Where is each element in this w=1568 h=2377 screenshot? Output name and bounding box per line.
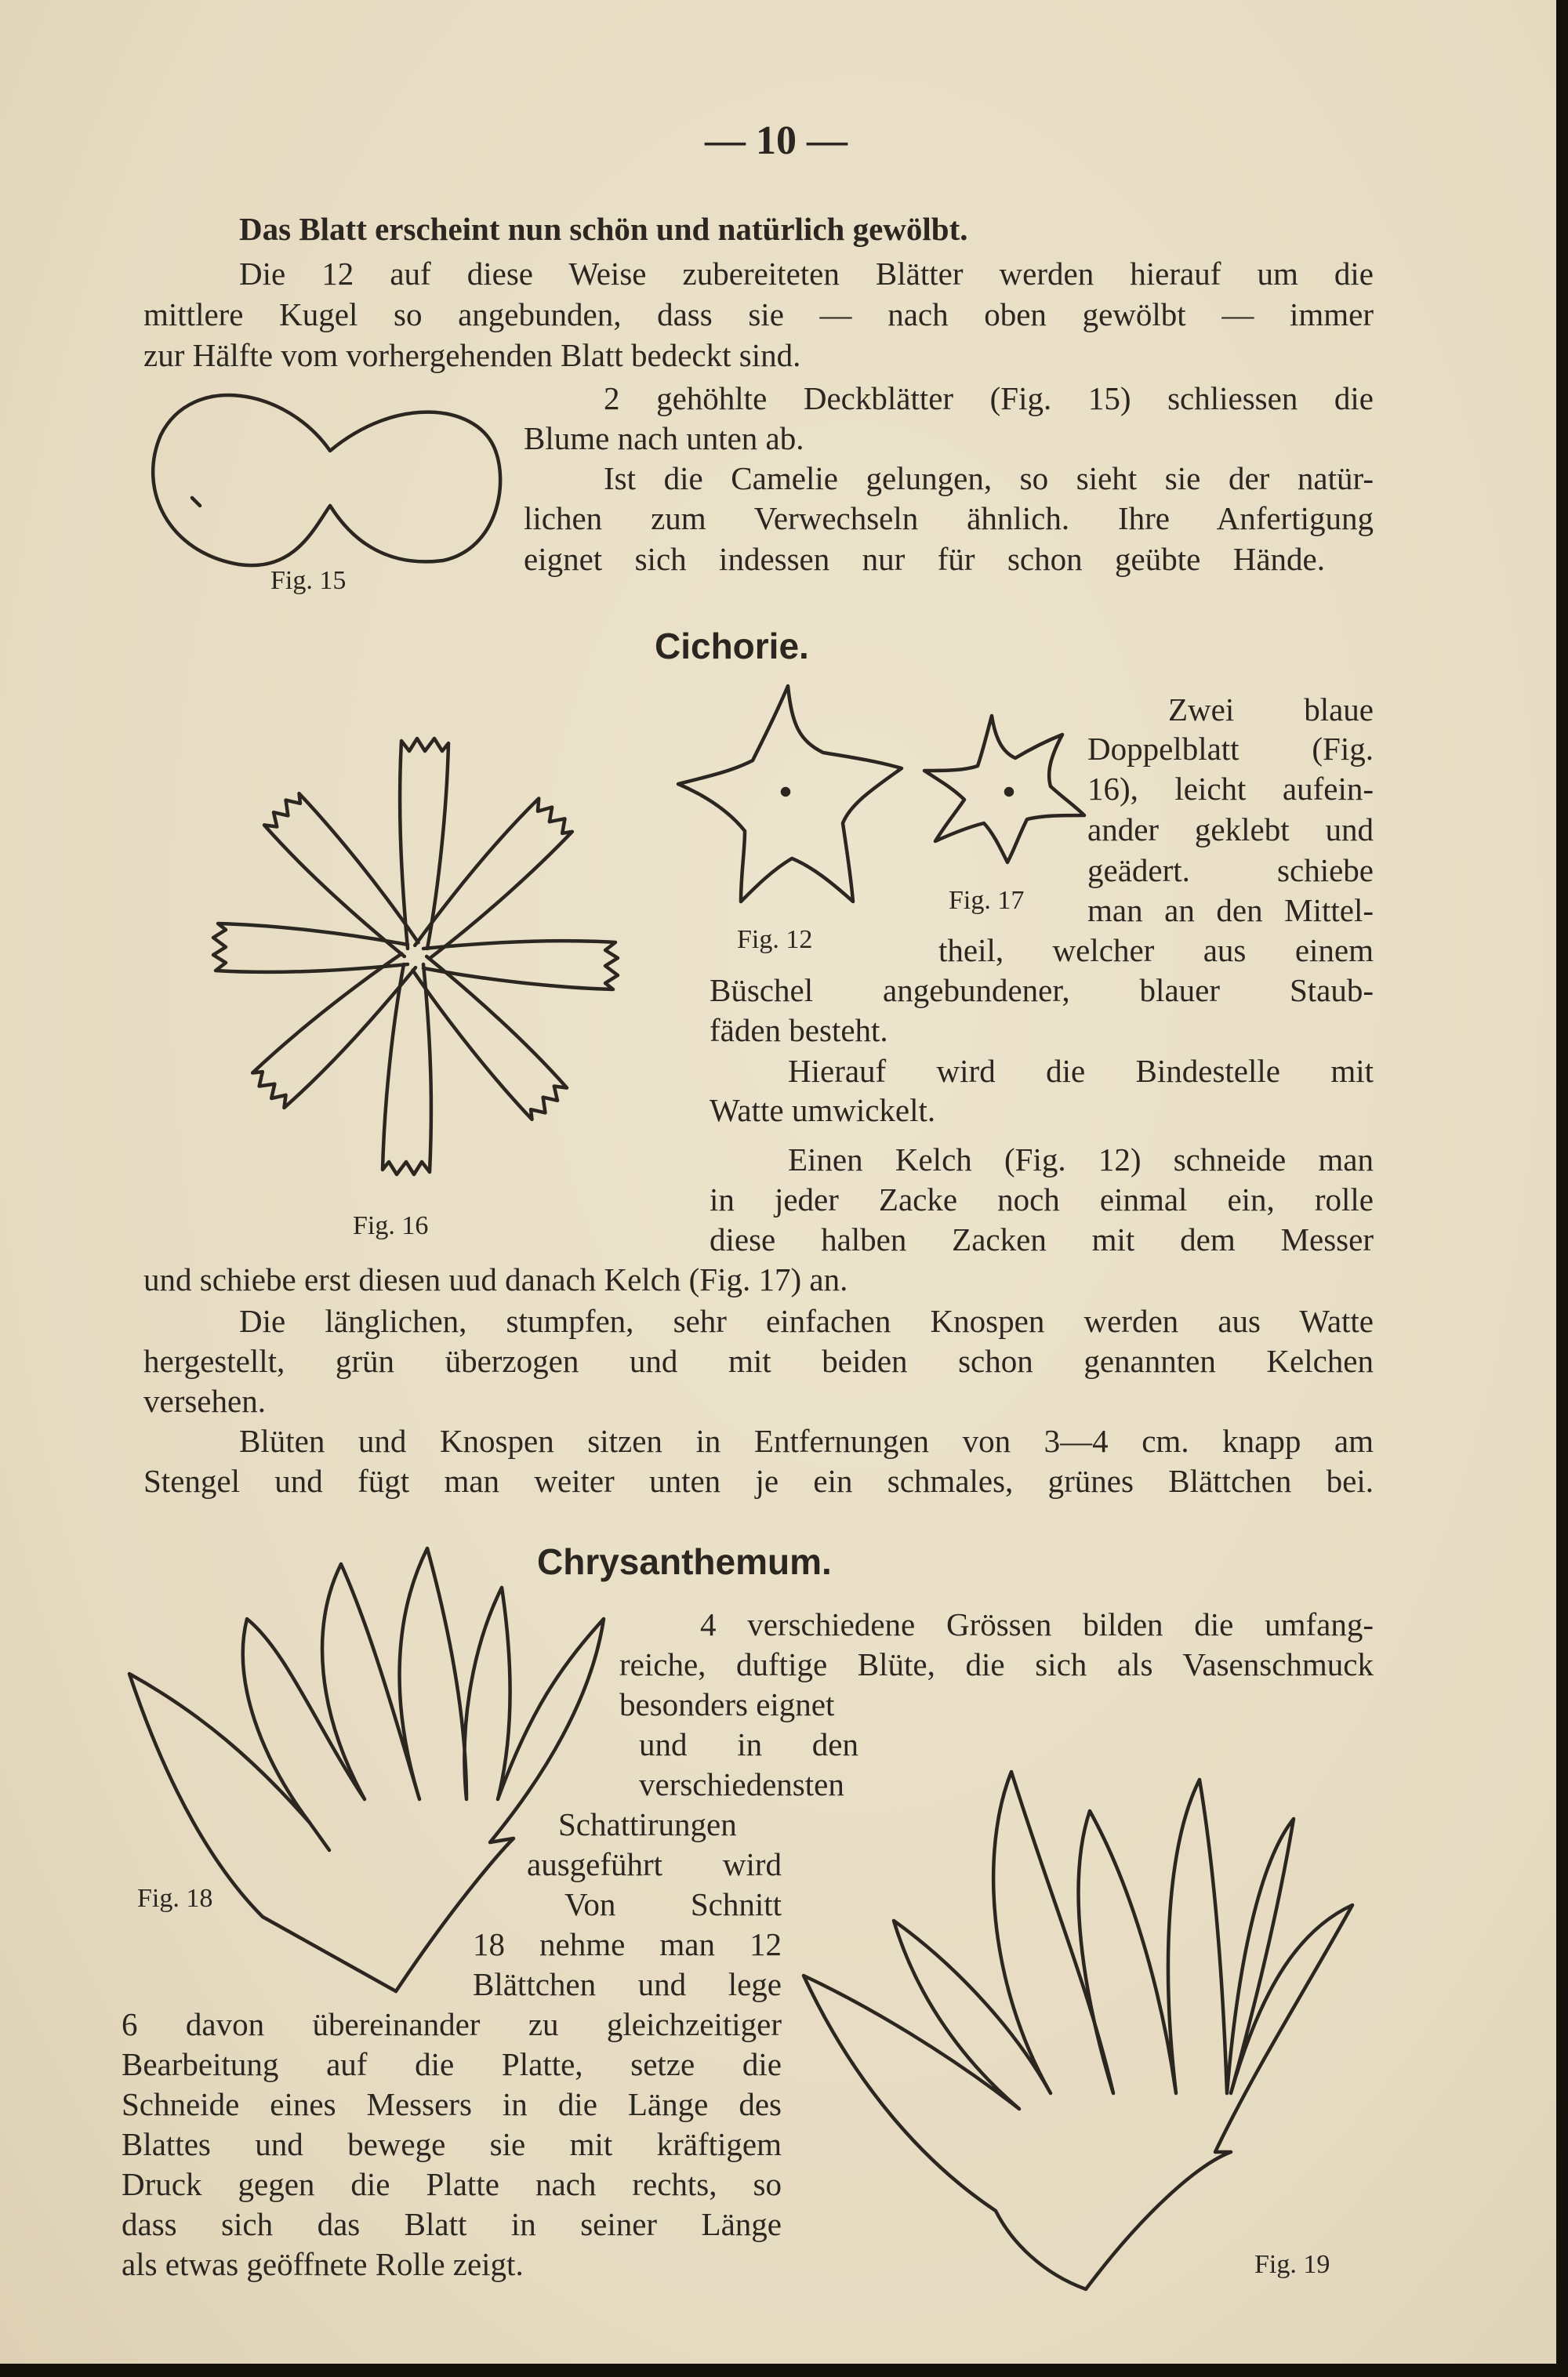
text-line: fäden besteht. [710,1012,888,1048]
fig16-drawing [227,717,666,1203]
text-line: Blume nach unten ab. [524,420,804,456]
fig12-drawing [674,678,909,913]
text-line: ausgeführt wird [527,1846,782,1882]
text-line: diese halben Zacken mit dem Messer [710,1221,1374,1257]
text-line: man an den Mittel- [1087,892,1374,928]
text-line: versehen. [143,1383,266,1419]
fig18-drawing [122,1541,623,2011]
text-line: verschiedensten [639,1766,844,1802]
page-number: — 10 — [705,118,848,163]
text-line: Einen Kelch (Fig. 12) schneide man [788,1141,1374,1178]
text-line: Blattes und bewege sie mit kräftigem [122,2126,782,2162]
text-line: Die länglichen, stumpfen, sehr einfachen Knospen werden aus Watte [239,1303,1374,1339]
text-line: eignet sich indessen nur für schon geübte Hände. [524,541,1325,577]
fig15-drawing [145,388,506,576]
text-line: Zwei blaue [1168,691,1374,728]
text-line: dass sich das Blatt in seiner Länge [122,2206,782,2242]
fig18-caption: Fig. 18 [137,1884,213,1913]
text-line: Das Blatt erscheint nun schön und natürlich gewölbt. [239,211,968,247]
text-line: Hierauf wird die Bindestelle mit [788,1053,1374,1089]
text-line: ander geklebt und [1087,811,1374,847]
text-line: mittlere Kugel so angebunden, dass sie — nach oben gewölbt — immer [143,296,1374,332]
text-line: Die 12 auf diese Weise zubereiteten Blätter werden hierauf um die [239,256,1374,292]
text-line: Ist die Camelie gelungen, so sieht sie der natür- [604,460,1374,496]
text-line: besonders eignet [619,1686,835,1722]
text-line: lichen zum Verwechseln ähnlich. Ihre Anfertigung [524,500,1374,536]
text-line: Blüten und Knospen sitzen in Entfernungen von 3—4 cm. knapp am [239,1423,1374,1459]
text-line: zur Hälfte vom vorhergehenden Blatt bedeckt sind. [143,337,801,373]
text-line: 18 nehme man 12 [473,1926,782,1962]
fig17-caption: Fig. 17 [949,886,1025,915]
section-title-cichorie: Cichorie. [655,626,809,666]
fig17-drawing [921,709,1090,866]
text-line: als etwas geöffnete Rolle zeigt. [122,2246,524,2282]
text-line: 16), leicht aufein- [1087,771,1374,807]
text-line: Watte umwickelt. [710,1092,936,1128]
text-line: 2 gehöhlte Deckblätter (Fig. 15) schliessen die [604,380,1374,416]
text-line: theil, welcher aus einem [938,932,1374,968]
text-line: Stengel und fügt man weiter unten je ein schmales, grünes Blättchen bei. [143,1463,1374,1499]
text-line: Schattirungen [558,1806,737,1842]
fig19-drawing [792,1725,1364,2297]
text-line: Bearbeitung auf die Platte, setze die [122,2046,782,2082]
text-line: hergestellt, grün überzogen und mit beiden schon genannten Kelchen [143,1343,1374,1379]
text-line: 4 verschiedene Grössen bilden die umfang- [700,1606,1374,1642]
text-line: und schiebe erst diesen uud danach Kelch (Fig. 17) an. [143,1261,848,1297]
text-line: 6 davon übereinander zu gleichzeitiger [122,2006,782,2042]
text-line: Büschel angebundener, blauer Staub- [710,972,1374,1008]
fig19-caption: Fig. 19 [1254,2250,1330,2279]
text-line: Schneide eines Messers in die Länge des [122,2086,782,2122]
text-line: Von Schnitt [564,1886,782,1922]
text-line: in jeder Zacke noch einmal ein, rolle [710,1181,1374,1218]
text-line: und in den [639,1726,858,1762]
text-line: Druck gegen die Platte nach rechts, so [122,2166,782,2202]
text-line: geädert. schiebe [1087,852,1374,888]
text-line: Blättchen und lege [473,1966,782,2002]
fig16-caption: Fig. 16 [353,1211,429,1240]
fig15-caption: Fig. 15 [270,566,347,595]
text-line: reiche, duftige Blüte, die sich als Vasenschmuck [619,1646,1374,1682]
section-title-chrysanthemum: Chrysanthemum. [537,1541,832,1582]
fig12-caption: Fig. 12 [737,925,813,954]
text-line: Doppelblatt (Fig. [1087,731,1374,767]
